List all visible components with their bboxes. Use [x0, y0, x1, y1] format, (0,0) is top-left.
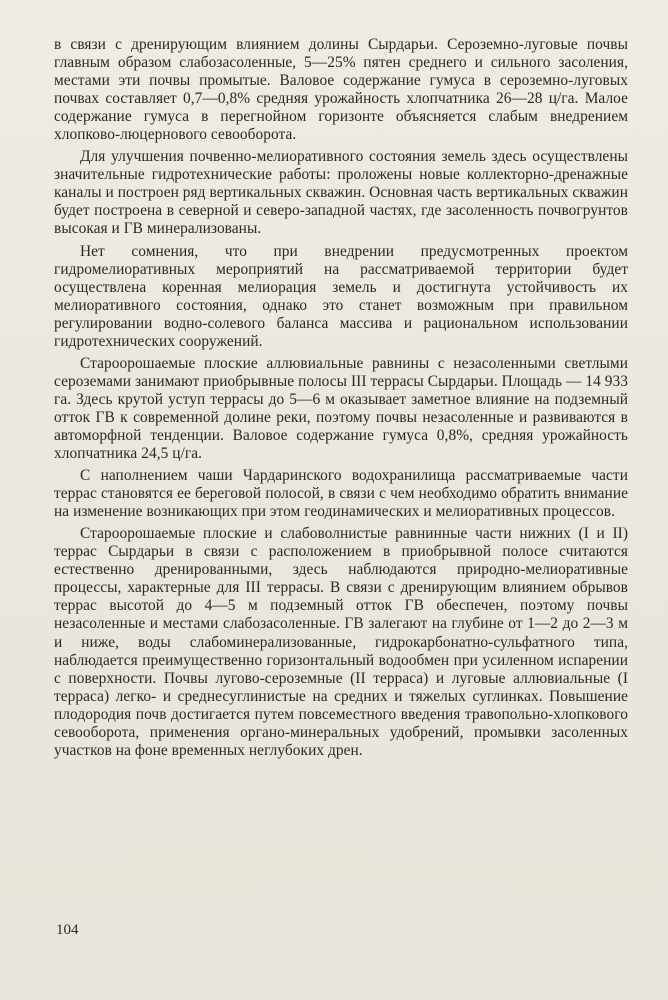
paragraph-5: С наполнением чаши Чардаринского водохранилища рассматриваемые части террас становятся ее береговой полосой, в связи с чем необходимо обратить внимание на изменение возникающих при этом геодинамических и мелиоративных процессов. [54, 467, 628, 521]
body-text [54, 36, 628, 760]
paragraph-4: Староорошаемые плоские аллювиальные равнины с незасоленными светлыми сероземами занимают приобрывные полосы III террасы Сырдарьи. Площадь — 14 933 га. Здесь крутой уступ террасы до 5—6 м оказывает заметное влияние на подземный отток ГВ к современной долине реки, поэтому почвы незасоленные и развиваются в автоморфной тенденции. Валовое содержание гумуса 0,8%, средняя урожайность хлопчатника 24,5 ц/га. [54, 354, 628, 463]
paragraph-1: в связи с дренирующим влиянием долины Сырдарьи. Сероземно-луговые почвы главным образом слабозасоленные, 5—25% пятен среднего и сильного засоления, местами эти почвы промытые. Валовое содержание гумуса в сероземно-луговых почвах составляет 0,7—0,8% средняя урожайность хлопчатника 26—28 ц/га. Малое содержание гумуса в перегнойном горизонте объясняется слабым внедрением хлопково-люцернового севооборота. [54, 36, 628, 144]
paragraph-6: Староорошаемые плоские и слабоволнистые равнинные части нижних (I и II) террас Сырдарьи в связи с расположением в приобрывной полосе считаются естественно дренированными, здесь наблюдаются природно-мелиоративные процессы, характерные для III террасы. В связи с дренирующим влиянием обрывов террас высотой до 4—5 м подземный отток ГВ обеспечен, поэтому почвы незасоленные и местами слабозасоленные. ГВ залегают на глубине от 1—2 до 2—3 м и ниже, воды слабоминерализованные, гидрокарбонатно-сульфатного типа, наблюдается преимущественно горизонтальный водообмен при усиленном испарении с поверхности. Почвы лугово-сероземные (II терраса) и луговые аллювиальные (I терраса) легко- и среднесуглинистые на средних и тяжелых суглинках. Повышение плодородия почв достигается путем повсеместного введения травопольно-хлопкового севооборота, применения органо-минеральных удобрений, промывки засоленных участков на фоне временных неглубоких дрен. [54, 525, 628, 759]
page-number: 104 [56, 922, 79, 938]
paragraph-3: Нет сомнения, что при внедрении предусмотренных проектом гидромелиоративных мероприятий на рассматриваемой территории будет осуществлена коренная мелиорация земель и достигнута устойчивость их мелиоративного состояния, однако это станет возможным при правильном регулировании водно-солевого баланса массива и рациональном использовании гидротехнических сооружений. [54, 242, 628, 350]
paragraph-2: Для улучшения почвенно-мелиоративного состояния земель здесь осуществлены значительные гидротехнические работы: проложены новые коллекторно-дренажные каналы и построен ряд вертикальных скважин. Основная часть вертикальных скважин будет построена в северной и северо-западной частях, где засоленность почвогрунтов высокая и ГВ минерализованы. [54, 148, 628, 238]
